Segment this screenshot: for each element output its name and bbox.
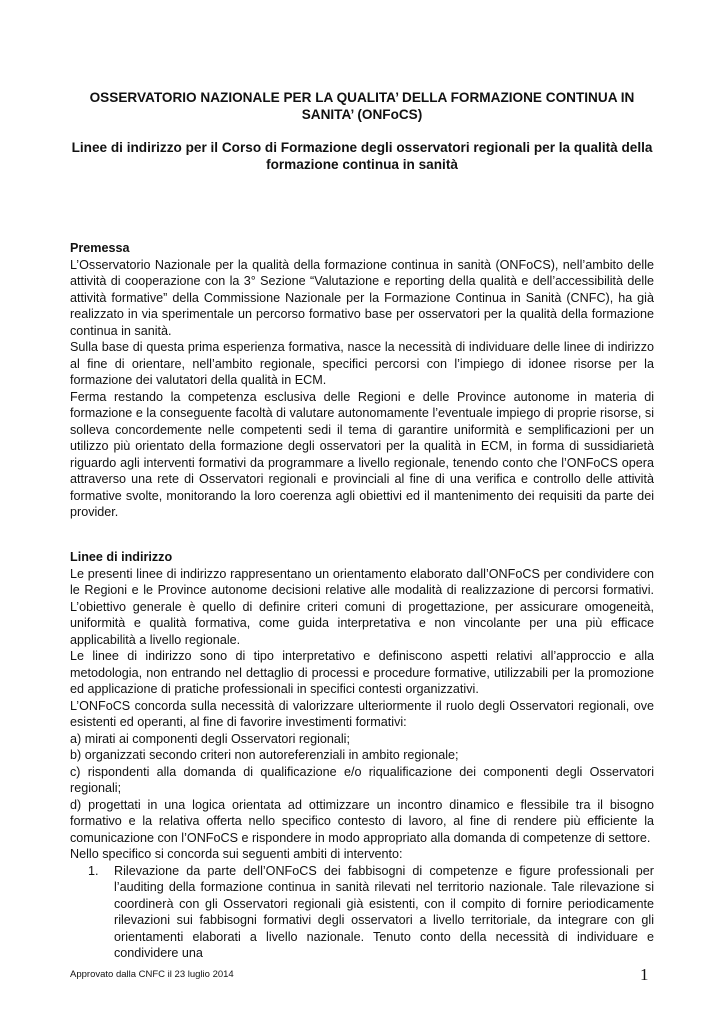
linee-section bbox=[70, 549, 654, 962]
ambiti-list bbox=[70, 863, 654, 962]
ambiti-intro: Nello specifico si concorda sui seguenti ambiti di intervento: bbox=[70, 847, 403, 861]
linee-list-item: a) mirati ai componenti degli Osservatori regionali; bbox=[70, 731, 350, 746]
page-number: 1 bbox=[640, 965, 649, 984]
premessa-paragraph: Ferma restando la competenza esclusiva delle Regioni e delle Province autonome in materia di formazione e la conseguente facoltà di valutare autonomamente l’eventuale impiego di proprie risorse, si solleva concordemente nelle competenti sedi il tema di garantire uniformità e semplificazioni per un utilizzo più orientato della formazione degli osservatori per la qualità in ECM, in forma di sussidiarietà riguardo agli interventi formativi da programmare a livello regionale, tenendo conto che l’ONFoCS opera attraverso una rete di Osservatori regionali e provinciali al fine di una verifica e controllo delle attività formative svolte, monitorando la loro coerenza agli obiettivi ed il mantenimento dei requisiti da parte dei provider. bbox=[70, 389, 654, 519]
document-title: OSSERVATORIO NAZIONALE PER LA QUALITA’ DELLA FORMAZIONE CONTINUA IN SANITA’ (ONFoCS) bbox=[89, 90, 635, 122]
premessa-paragraph: L’Osservatorio Nazionale per la qualità della formazione continua in sanità (ONFoCS), nell’ambito delle attività di cooperazione con la 3° Sezione “Valutazione e reporting della qualità e dell’accessibilità delle attività formative” della Commissione Nazionale per la Formazione Continua in Sanità (CNFC), ha già realizzato in via sperimentale un percorso formativo base per osservatori per la qualità della formazione continua in sanità. bbox=[70, 257, 654, 338]
ambiti-item-text: Rilevazione da parte dell’ONFoCS dei fabbisogni di competenze e figure professionali per l’auditing della formazione continua in sanità rilevati nel territorio nazionale. Tale rilevazione si coordinerà con gli Osservatori regionali già esistenti, con il compito di fornire periodicamente rilevazioni sui fabbisogni formativi degli osservatori a livello territoriale, da integrare con gli orientamenti elaborati a livello nazionale. Tenuto conto della necessità di individuare e condividere una bbox=[114, 863, 654, 960]
linee-paragraph: Le presenti linee di indirizzo rappresentano un orientamento elaborato dall’ONFoCS per condividere con le Regioni e le Province autonome decisioni relative alle modalità di realizzazione di percorsi formativi. L’obiettivo generale è quello di definire criteri comuni di progettazione, per assicurare omogeneità, uniformità e qualità formativa, come guida interpretativa e non vincolante per una più efficace applicabilità a livello regionale. bbox=[70, 566, 654, 647]
premessa-paragraph: Sulla base di questa prima esperienza formativa, nasce la necessità di individuare delle linee di indirizzo al fine di orientare, nell’ambito regionale, specifici percorsi con l’impiego di idonee risorse per la formazione dei valutatori della qualità in ECM. bbox=[70, 340, 654, 387]
ambiti-item-number: 1. bbox=[88, 863, 99, 878]
linee-list-item: c) rispondenti alla domanda di qualificazione e/o riqualificazione dei componenti degli Osservatori regionali; bbox=[70, 764, 654, 795]
ambiti-list-item bbox=[70, 863, 654, 962]
premessa-section bbox=[70, 240, 654, 521]
linee-list-item: b) organizzati secondo criteri non autoreferenziali in ambito regionale; bbox=[70, 748, 459, 762]
document-subtitle: Linee di indirizzo per il Corso di Formazione degli osservatori regionali per la qualità della formazione continua in sanità bbox=[71, 140, 653, 172]
approval-footer: Approvato dalla CNFC il 23 luglio 2014 bbox=[70, 969, 234, 980]
linee-paragraph: Le linee di indirizzo sono di tipo interpretativo e definiscono aspetti relativi all’approccio e alla metodologia, non entrando nel dettaglio di processi e procedure formative, utilizzabili per la promozione ed applicazione di pratiche professionali in specifici contesti organizzativi. bbox=[70, 649, 654, 696]
linee-list-item: d) progettati in una logica orientata ad ottimizzare un incontro dinamico e flessibile tra il bisogno formativo e la relativa offerta nello specifico contesto di lavoro, al fine di rendere più efficiente la comunicazione con l’ONFoCS e rispondere in modo appropriato alla domanda di competenze di settore. bbox=[70, 797, 654, 845]
linee-paragraph: L’ONFoCS concorda sulla necessità di valorizzare ulteriormente il ruolo degli Osservatori regionali, ove esistenti ed operanti, al fine di favorire investimenti formativi: bbox=[70, 698, 654, 729]
premessa-heading: Premessa bbox=[70, 241, 130, 255]
linee-heading: Linee di indirizzo bbox=[70, 550, 173, 564]
